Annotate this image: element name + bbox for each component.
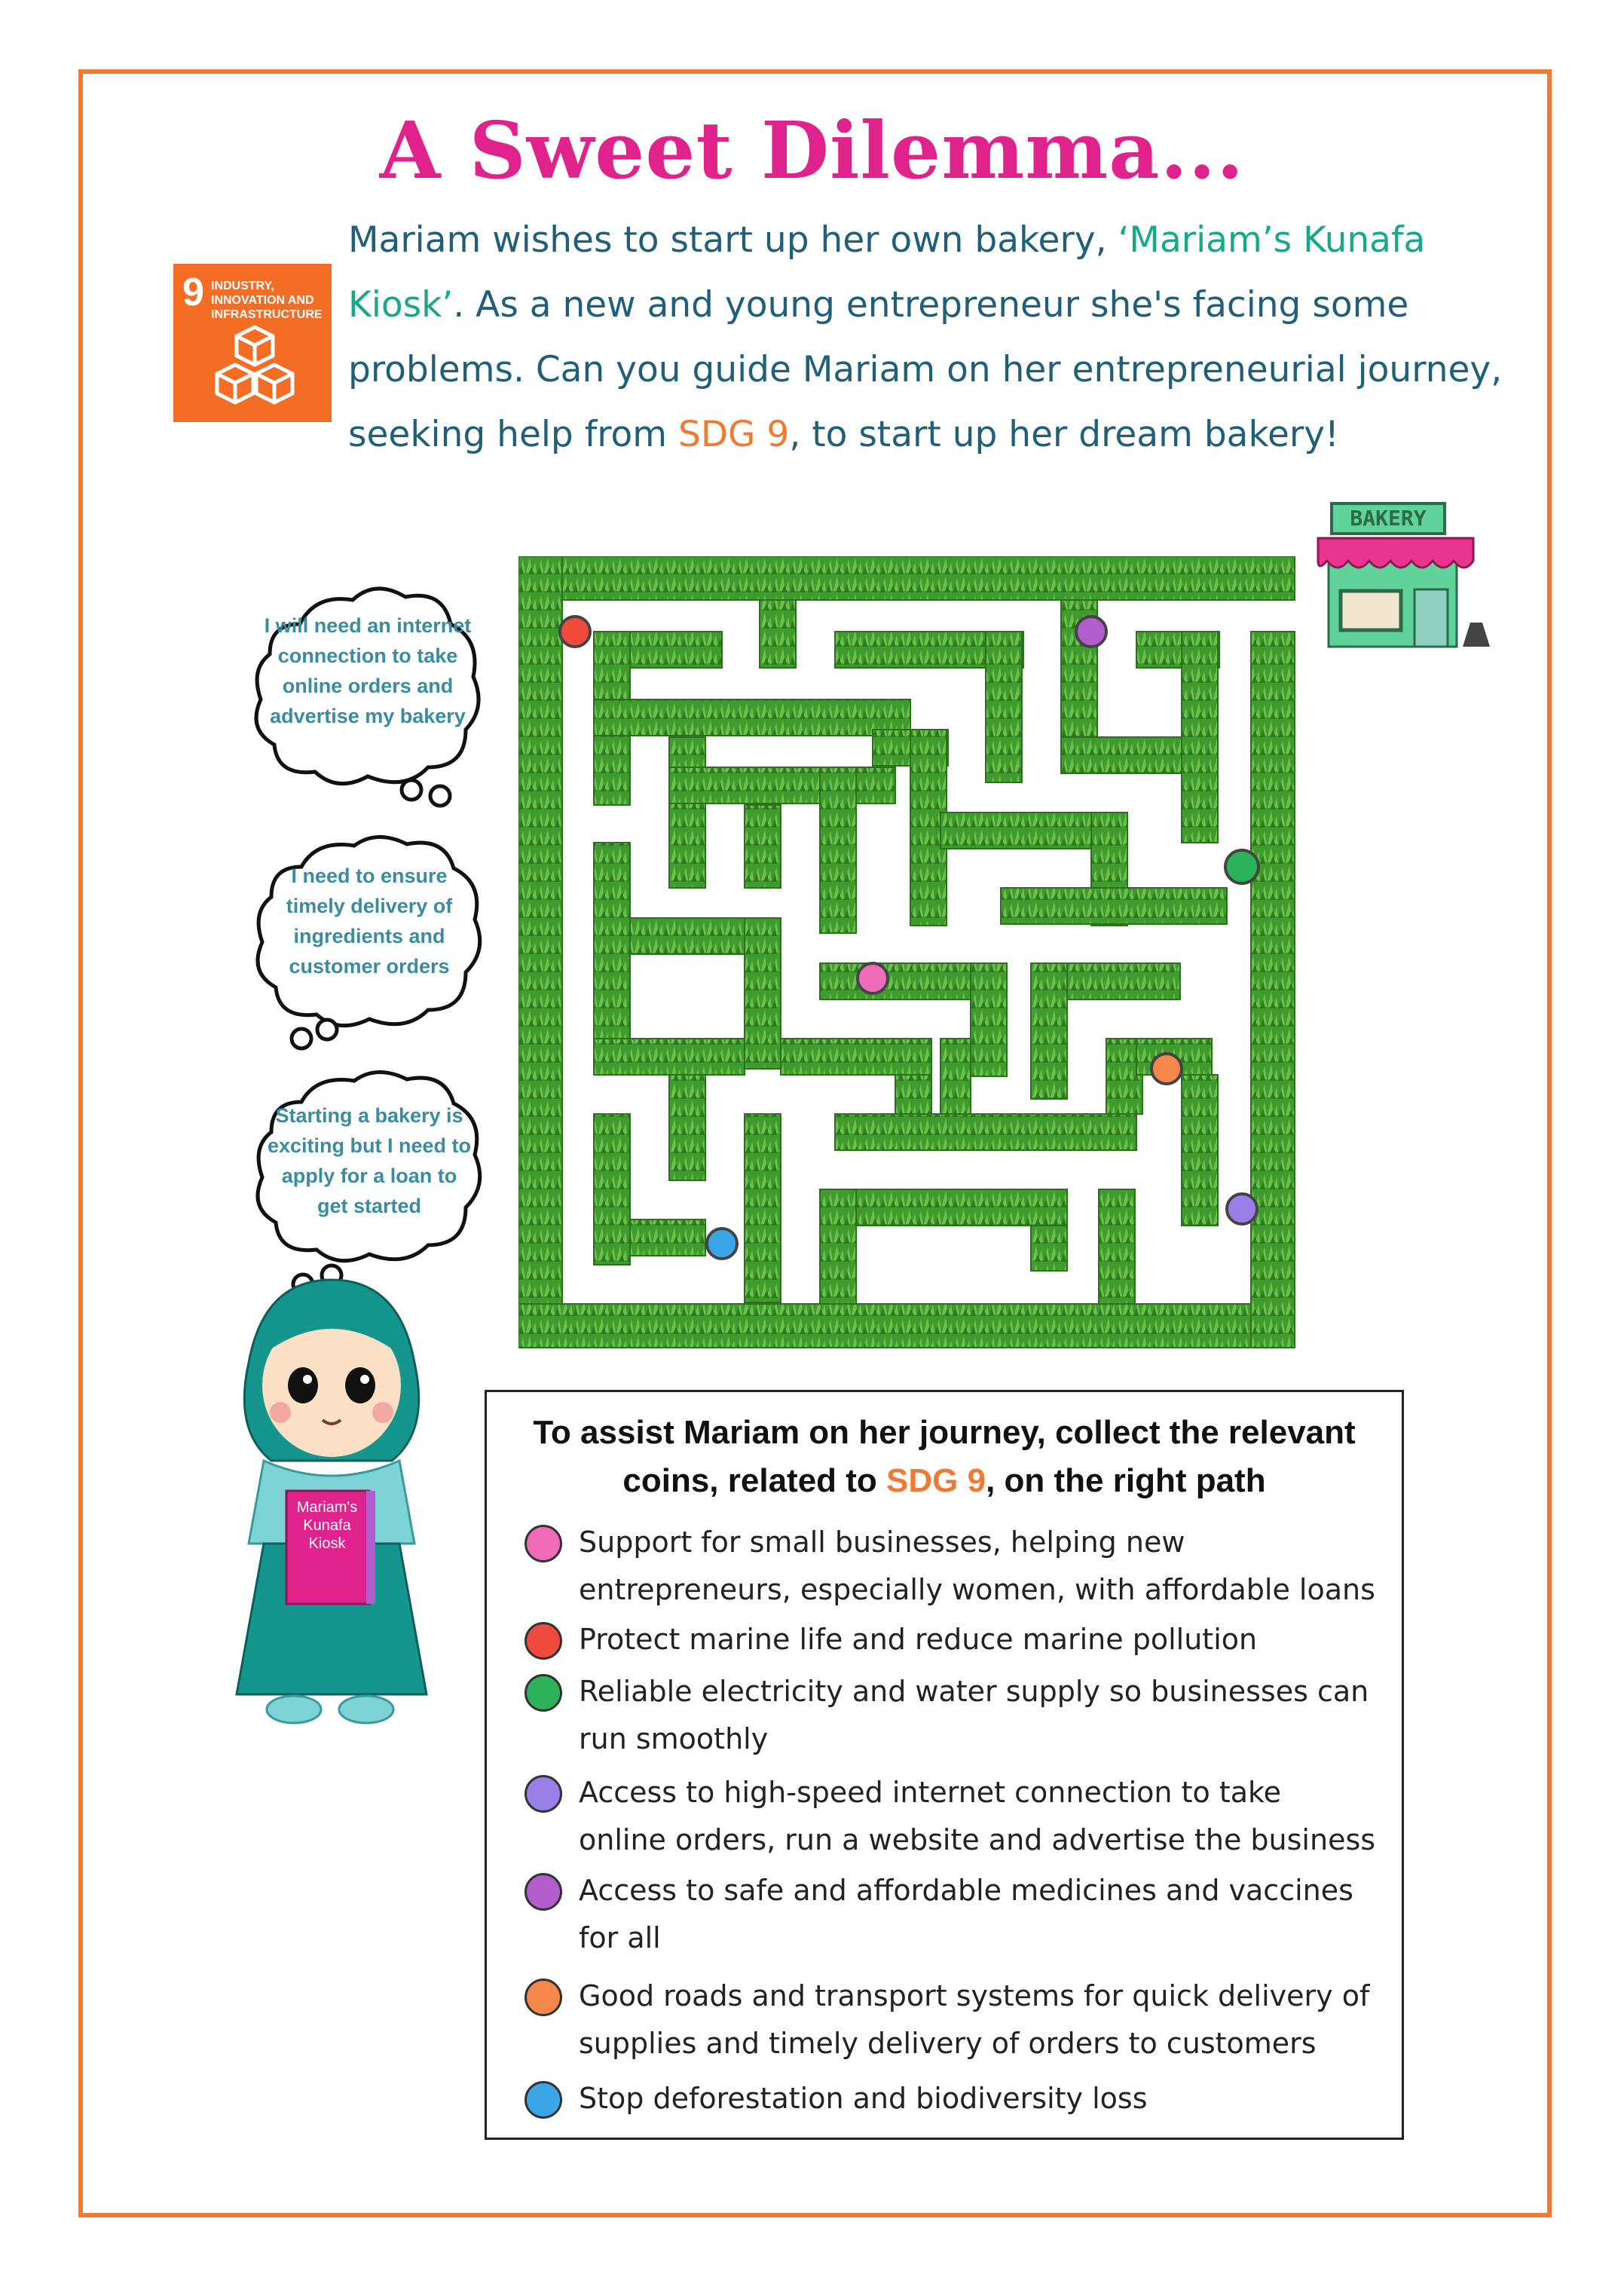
maze-graphic xyxy=(518,556,1302,1355)
coin-item-text: Stop deforestation and biodiversity loss xyxy=(579,2082,1148,2115)
thought-text: I need to ensure timely delivery of ingredients and customer orders xyxy=(286,865,453,978)
coin-item-text: Good roads and transport systems for quick delivery of supplies and timely delivery of orders to customers xyxy=(579,1979,1370,2060)
coin-item-text: Access to safe and affordable medicines and vaccines for all xyxy=(579,1874,1353,1954)
coin-item-text: Support for small businesses, helping new entrepreneurs, especially women, with affordable loans xyxy=(579,1526,1375,1606)
pink-coin-icon xyxy=(525,1525,562,1562)
maze-coin-pink[interactable] xyxy=(858,963,888,993)
violet-coin-icon xyxy=(525,1775,562,1813)
maze-coin-violet[interactable] xyxy=(1227,1194,1257,1224)
maze-coin-green[interactable] xyxy=(1225,850,1259,883)
intro-paragraph xyxy=(348,208,1539,467)
coin-item-text: Protect marine life and reduce marine pollution xyxy=(579,1623,1258,1656)
mariam-character xyxy=(219,1272,445,1762)
bakery-building xyxy=(1315,496,1496,669)
blue-coin-icon xyxy=(525,2081,562,2119)
cubes-icon xyxy=(209,321,300,412)
coin-instructions-panel xyxy=(485,1390,1404,2140)
coin-item-text: Access to high-speed internet connection to take online orders, run a website and advertise the business xyxy=(579,1776,1376,1856)
book-label: Mariam's Kunafa Kiosk xyxy=(296,1499,358,1552)
hedge-maze xyxy=(518,556,1302,1355)
panel-heading-text-1: To assist Mariam on her journey, collect the relevant coins, related to xyxy=(533,1414,1356,1499)
panel-heading-text-2: , on the right path xyxy=(986,1462,1266,1499)
coin-item-text: Reliable electricity and water supply so businesses can run smoothly xyxy=(579,1675,1369,1755)
maze-coin-orange[interactable] xyxy=(1151,1054,1182,1084)
intro-text-1: Mariam wishes to start up her own bakery, xyxy=(348,219,1118,261)
maze-coin-blue[interactable] xyxy=(707,1229,737,1259)
purple-coin-icon xyxy=(525,1873,562,1911)
panel-heading xyxy=(487,1409,1402,1505)
thought-bubble-loan xyxy=(249,1064,490,1305)
maze-walls xyxy=(518,556,1295,1348)
thought-text: Starting a bakery is exciting but I need to apply for a loan to get started xyxy=(267,1104,471,1217)
bakery-sign: BAKERY xyxy=(1350,506,1427,531)
thought-bubble-delivery xyxy=(249,829,490,1070)
maze-coin-purple[interactable] xyxy=(1076,617,1106,647)
intro-text-2: . As a new and young entrepreneur she's facing some problems. Can you guide Mariam on her entrepreneurial journey, seeking help from xyxy=(348,284,1503,455)
sdg-9-tile xyxy=(173,264,332,422)
orange-coin-icon xyxy=(525,1979,562,2016)
sdg-reference: SDG 9 xyxy=(678,414,790,455)
page-title: A Sweet Dilemma... xyxy=(379,104,1245,197)
sdg-label: INDUSTRY, INNOVATION AND INFRASTRUCTURE xyxy=(211,280,323,321)
bakery-name: ‘Mariam’s Kunafa Kiosk’ xyxy=(348,219,1426,326)
green-coin-icon xyxy=(525,1674,562,1712)
panel-heading-sdg: SDG 9 xyxy=(886,1462,986,1499)
red-coin-icon xyxy=(525,1622,562,1660)
intro-text-3: , to start up her dream bakery! xyxy=(789,414,1339,455)
thought-bubble-internet xyxy=(247,579,488,828)
sdg-number: 9 xyxy=(182,271,204,314)
thought-text: I will need an internet connection to take online orders and advertise my bakery xyxy=(264,614,472,727)
maze-coin-red[interactable] xyxy=(560,617,590,647)
